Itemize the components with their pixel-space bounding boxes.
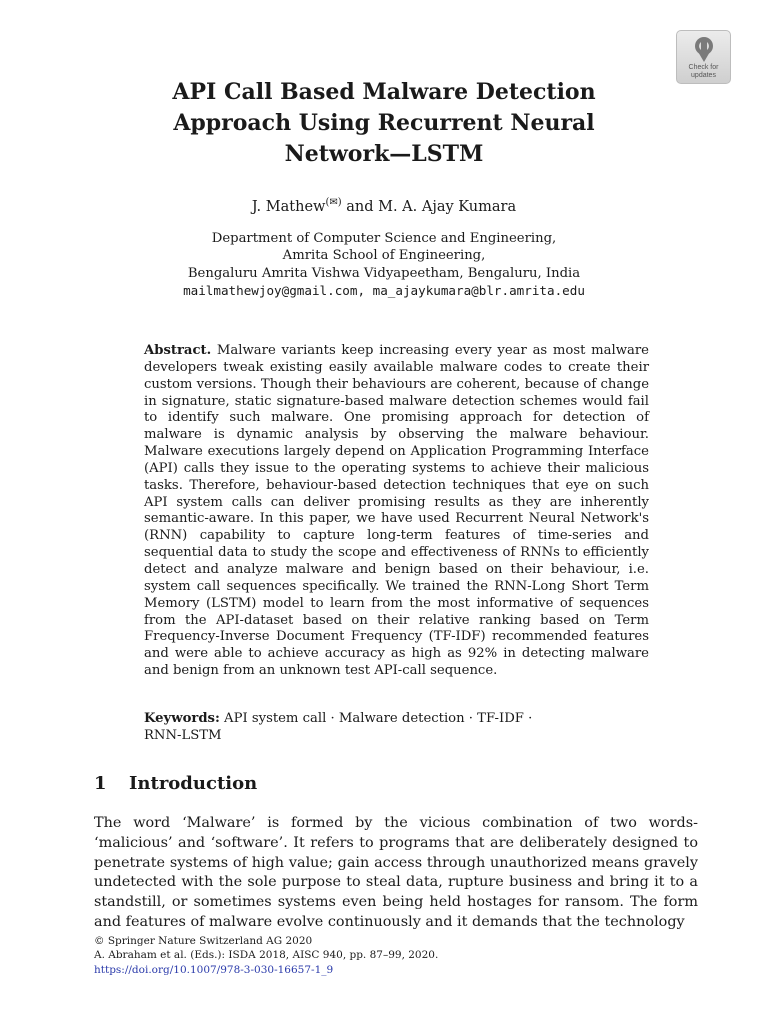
bookmark-icon <box>693 36 715 62</box>
author-name: J. Mathew <box>251 198 326 215</box>
title-line: Network—LSTM <box>284 141 484 167</box>
envelope-icon: (✉) <box>325 197 342 208</box>
intro-paragraph: The word ‘Malware’ is formed by the vicious combination of two words- ‘malicious’ and ‘software’. It refers to programs that are deliberately designed to penetrate systems of high value; gain access through unauthorized means gravely undetected with the sole purpose to steal data, rupture business and bring it to a standstill, or sometimes systems even being held hostages for ransom. The form and features of malware evolve continuously and it demands that the technology <box>94 815 698 930</box>
title-line: API Call Based Malware Detection <box>172 79 596 105</box>
copyright: © Springer Nature Switzerland AG 2020 <box>94 935 313 947</box>
title-line: Approach Using Recurrent Neural <box>173 110 595 136</box>
section-number: 1 <box>94 773 107 794</box>
paper-title <box>0 77 768 170</box>
doi-link[interactable]: https://doi.org/10.1007/978-3-030-16657-1_9 <box>94 963 334 976</box>
section-heading <box>94 773 257 794</box>
author-emails[interactable]: mailmathewjoy@gmail.com, ma_ajaykumara@blr.amrita.edu <box>183 282 585 298</box>
author-names-rest: and M. A. Ajay Kumara <box>341 198 517 215</box>
footer <box>94 934 438 977</box>
affiliation-line: Bengaluru Amrita Vishwa Vidyapeetham, Bengaluru, India <box>187 265 581 281</box>
affiliation <box>0 230 768 299</box>
citation: A. Abraham et al. (Eds.): ISDA 2018, AISC 940, pp. 87–99, 2020. <box>94 949 439 962</box>
keywords-list-cont: RNN-LSTM <box>144 728 222 743</box>
authors <box>0 197 768 215</box>
abstract-label: Abstract. <box>144 343 212 358</box>
keywords-list: API system call · Malware detection · TF-IDF · <box>224 711 533 726</box>
keywords-label: Keywords: <box>144 711 220 726</box>
affiliation-line: Amrita School of Engineering, <box>282 248 486 264</box>
badge-label: Check for updates <box>688 64 719 79</box>
abstract-text: Malware variants keep increasing every year as most malware developers tweak existing easily available malware codes to create their custom versions. Though their behaviours are coherent, because of change in signature, static signature-based malware detection schemes would fail to identify such malware. One promising approach for detection of malware is dynamic analysis by observing the malware behaviour. Malware executions largely depend on Application Programming Interface (API) calls they issue to the operating systems to achieve their malicious tasks. Therefore, behaviour-based detection techniques that eye on such API system calls can deliver promising results as they are inherently semantic-aware. In this paper, we have used Recurrent Neural Network's (RNN) capability to capture long-term features of time-series and sequential data to study the scope and effectiveness of RNNs to efficiently detect and analyze malware and benign based on their behaviour, i.e. system call sequences specifically. We trained the RNN-Long Short Term Memory (LSTM) model to learn from the most informative of sequences from the API-dataset based on their relative ranking based on Term Frequency-Inverse Document Frequency (TF-IDF) recommended features and were able to achieve accuracy as high as 92% in detecting malware and benign from an unknown test API-call sequence. <box>144 343 649 679</box>
keywords <box>144 710 649 744</box>
abstract <box>144 343 649 680</box>
check-for-updates-badge[interactable] <box>676 30 731 84</box>
affiliation-line: Department of Computer Science and Engineering, <box>211 231 557 246</box>
section-title: Introduction <box>129 773 258 794</box>
